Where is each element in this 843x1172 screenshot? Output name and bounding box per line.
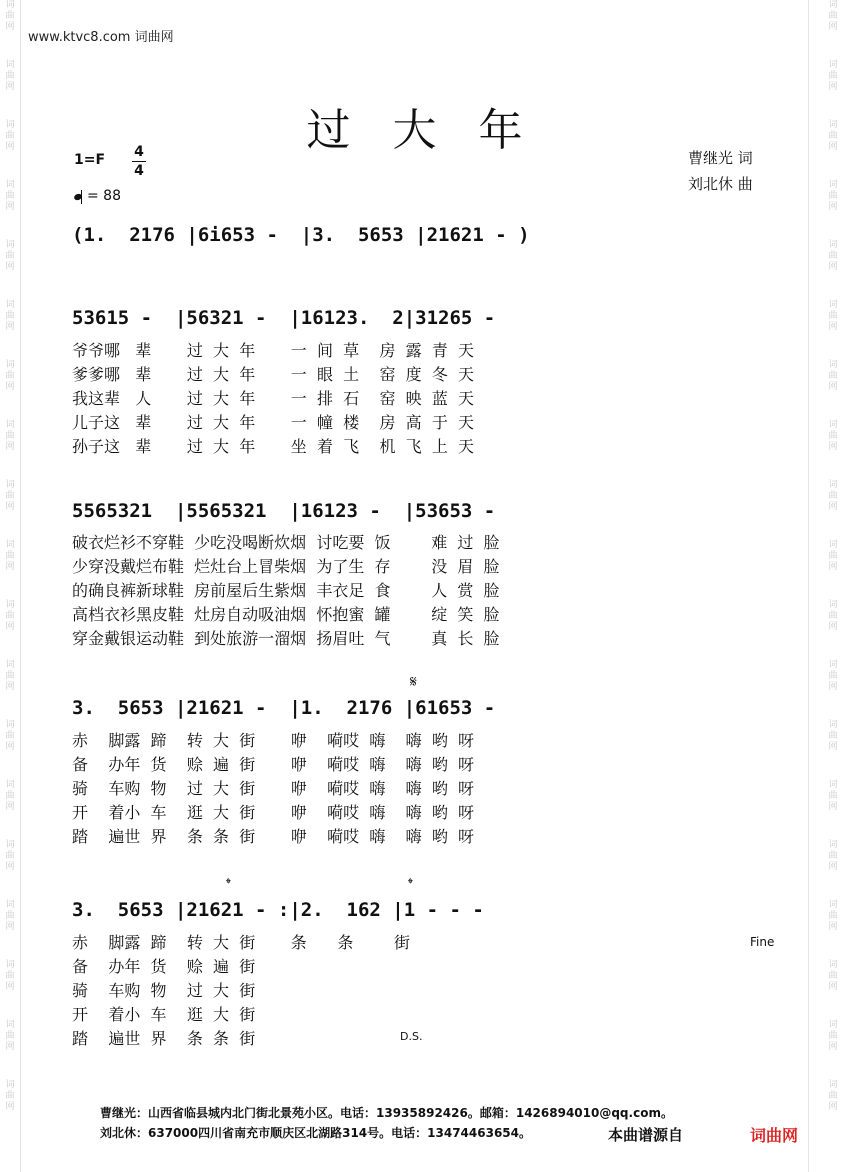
- song-title: 过 大 年: [306, 105, 537, 156]
- lyric-row-3-verse-2: 备 办年 货 赊 遍 街 咿 嗬哎 嗨 嗨 哟 呀: [72, 755, 475, 774]
- tempo-value: = 88: [87, 188, 121, 204]
- lyric-row-4-verse-1: 赤 脚露 蹄 转 大 街 条 条 街: [72, 933, 411, 952]
- lyric-row-2-verse-2: 少穿没戴烂布鞋 烂灶台上冒柴烟 为了生 存 没 眉 脸: [72, 557, 500, 576]
- composer: 刘北休 曲: [688, 175, 753, 193]
- lyric-row-3-verse-1: 赤 脚露 蹄 转 大 街 咿 嗬哎 嗨 嗨 哟 呀: [72, 731, 475, 750]
- notes-row-4: 3. 5653 |21621 - :|2. 162 |1 - - -: [72, 899, 484, 921]
- coda-icon-2: 𝄌: [408, 876, 413, 892]
- lyricist: 曹继光 词: [688, 149, 753, 167]
- lyric-row-1-verse-4: 儿子这 辈 过 大 年 一 幢 楼 房 高 于 天: [72, 413, 475, 432]
- lyric-row-3-verse-3: 骑 车购 物 过 大 街 咿 嗬哎 嗨 嗨 哟 呀: [72, 779, 475, 798]
- watermark-text: 词 曲 网: [5, 660, 15, 692]
- watermark-text: 词 曲 网: [5, 240, 15, 272]
- time-top: 4: [134, 144, 144, 160]
- page-edge-left: [20, 0, 21, 1172]
- watermark-text: 词 曲 网: [5, 1080, 15, 1112]
- key-signature: 1=F: [74, 152, 106, 168]
- footer-lyricist-contact: 曹继光：山西省临县城内北门街北景苑小区。电话：13935892426。邮箱：1426894010@qq.com。: [100, 1106, 673, 1120]
- watermark-text: 词 曲 网: [828, 960, 838, 992]
- watermark-text: 词 曲 网: [828, 300, 838, 332]
- footer-source-label: 本曲谱源自: [604, 1124, 687, 1145]
- time-bottom: 4: [134, 163, 144, 179]
- watermark-text: 词 曲 网: [5, 540, 15, 572]
- watermark-text: 词 曲 网: [828, 840, 838, 872]
- lyric-row-1-verse-2: 爹爹哪 辈 过 大 年 一 眼 土 窑 度 冬 天: [72, 365, 475, 384]
- lyric-row-1-verse-1: 爷爷哪 辈 过 大 年 一 间 草 房 露 青 天: [72, 341, 475, 360]
- watermark-text: 词 曲 网: [5, 120, 15, 152]
- segno-icon: 𝄋: [410, 672, 417, 691]
- credits: [688, 145, 753, 197]
- watermark-left: [2, 0, 18, 1172]
- tempo-marking: [74, 188, 121, 204]
- watermark-text: 词 曲 网: [5, 300, 15, 332]
- watermark-text: 词 曲 网: [828, 900, 838, 932]
- watermark-text: 词 曲 网: [828, 660, 838, 692]
- lyric-row-3-verse-5: 踏 遍世 界 条 条 街 咿 嗬哎 嗨 嗨 哟 呀: [72, 827, 475, 846]
- watermark-text: 词 曲 网: [5, 180, 15, 212]
- notes-row-0: (1. 2176 |6i653 - |3. 5653 |21621 - ): [72, 224, 530, 246]
- lyric-row-4-verse-3: 骑 车购 物 过 大 街: [72, 981, 256, 1000]
- lyric-row-2-verse-5: 穿金戴银运动鞋 到处旅游一溜烟 扬眉吐 气 真 长 脸: [72, 629, 500, 648]
- watermark-text: 词 曲 网: [828, 360, 838, 392]
- watermark-text: 词 曲 网: [5, 840, 15, 872]
- notes-row-2: 5565321 |5565321 |16123 - |53653 -: [72, 500, 496, 522]
- watermark-text: 词 曲 网: [828, 180, 838, 212]
- quarter-note-stem: [81, 190, 82, 204]
- watermark-text: 词 曲 网: [828, 1020, 838, 1052]
- watermark-text: 词 曲 网: [5, 420, 15, 452]
- watermark-text: 词 曲 网: [828, 780, 838, 812]
- time-divider: [132, 161, 146, 162]
- watermark-text: 词 曲 网: [5, 0, 15, 32]
- watermark-text: 词 曲 网: [5, 780, 15, 812]
- watermark-text: 词 曲 网: [828, 540, 838, 572]
- watermark-text: 词 曲 网: [828, 600, 838, 632]
- fine-mark: Fine: [750, 935, 775, 949]
- lyric-row-4-verse-5: 踏 遍世 界 条 条 街: [72, 1029, 256, 1048]
- lyric-row-4-verse-2: 备 办年 货 赊 遍 街: [72, 957, 256, 976]
- watermark-text: 词 曲 网: [5, 1020, 15, 1052]
- watermark-text: 词 曲 网: [828, 1080, 838, 1112]
- lyric-row-2-verse-4: 高档衣衫黑皮鞋 灶房自动吸油烟 怀抱蜜 罐 绽 笑 脸: [72, 605, 500, 624]
- watermark-text: 词 曲 网: [828, 240, 838, 272]
- watermark-text: 词 曲 网: [5, 600, 15, 632]
- watermark-text: 词 曲 网: [828, 60, 838, 92]
- watermark-text: 词 曲 网: [5, 360, 15, 392]
- coda-icon-1: 𝄌: [226, 876, 231, 892]
- watermark-text: 词 曲 网: [5, 960, 15, 992]
- watermark-text: 词 曲 网: [828, 0, 838, 32]
- site-header[interactable]: www.ktvc8.com 词曲网: [28, 30, 174, 45]
- page-edge-right: [808, 0, 809, 1172]
- lyric-row-1-verse-3: 我这辈 人 过 大 年 一 排 石 窑 映 蓝 天: [72, 389, 475, 408]
- watermark-right: [825, 0, 841, 1172]
- lyric-row-2-verse-3: 的确良裤新球鞋 房前屋后生紫烟 丰衣足 食 人 赏 脸: [72, 581, 500, 600]
- watermark-text: 词 曲 网: [828, 720, 838, 752]
- footer-site-logo[interactable]: 词曲网: [750, 1126, 799, 1145]
- watermark-text: 词 曲 网: [828, 480, 838, 512]
- watermark-text: 词 曲 网: [828, 120, 838, 152]
- watermark-text: 词 曲 网: [5, 900, 15, 932]
- notes-row-1: 53615 - |56321 - |16123. 2|31265 -: [72, 307, 496, 329]
- lyric-row-1-verse-5: 孙子这 辈 过 大 年 坐 着 飞 机 飞 上 天: [72, 437, 475, 456]
- watermark-text: 词 曲 网: [828, 420, 838, 452]
- lyric-row-4-verse-4: 开 着小 车 逛 大 街: [72, 1005, 256, 1024]
- watermark-text: 词 曲 网: [5, 480, 15, 512]
- time-signature: [132, 144, 146, 179]
- watermark-text: 词 曲 网: [5, 60, 15, 92]
- lyric-row-2-verse-1: 破衣烂衫不穿鞋 少吃没喝断炊烟 讨吃要 饭 难 过 脸: [72, 533, 500, 552]
- watermark-text: 词 曲 网: [5, 720, 15, 752]
- notes-row-3: 3. 5653 |21621 - |1. 2176 |61653 -: [72, 697, 496, 719]
- footer-composer-contact: 刘北休：637000四川省南充市顺庆区北湖路314号。电话：13474463654。: [100, 1126, 531, 1140]
- lyric-row-3-verse-4: 开 着小 车 逛 大 街 咿 嗬哎 嗨 嗨 哟 呀: [72, 803, 475, 822]
- ds-mark: D.S.: [400, 1030, 423, 1043]
